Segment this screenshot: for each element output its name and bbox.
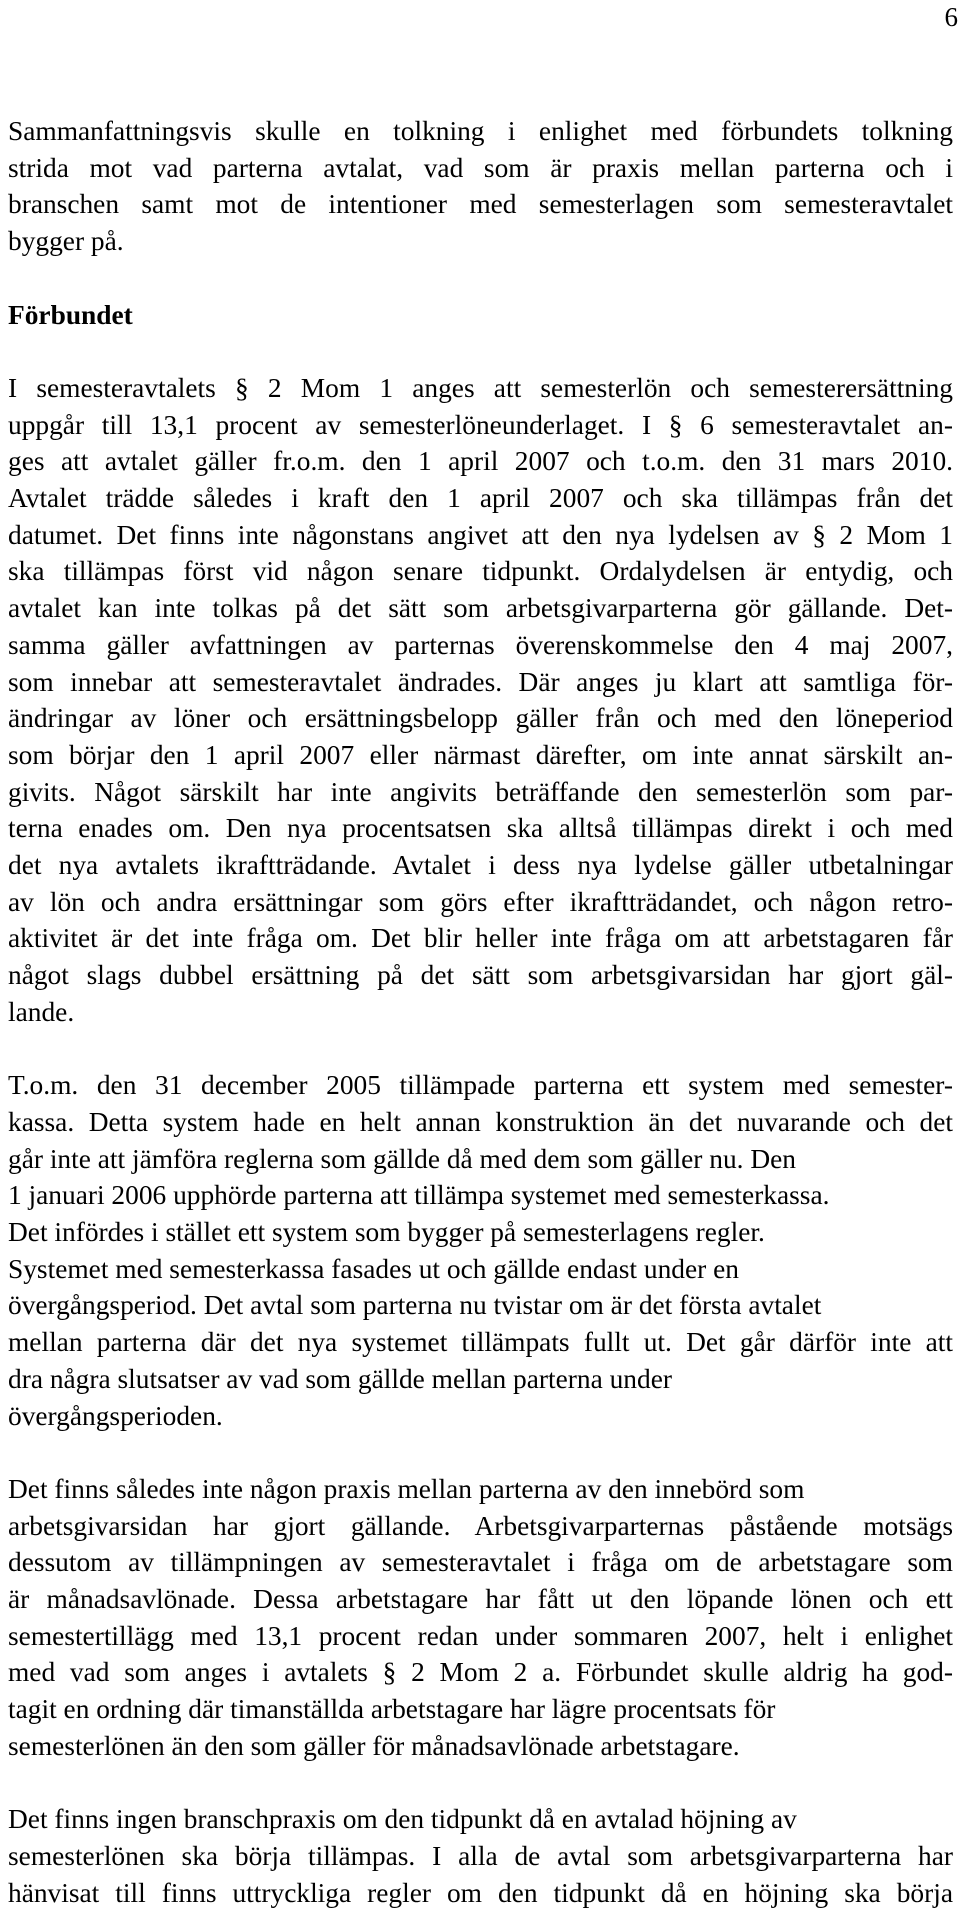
text-line: som innebar att semesteravtalet ändrades. Där anges ju klart att samtliga för- bbox=[8, 666, 953, 697]
text-line: branschen samt mot de intentioner med semesterlagen som semesteravtalet bbox=[8, 189, 953, 220]
text-line: mellan parterna där det nya systemet tillämpats fullt ut. Det går därför inte att bbox=[8, 1327, 953, 1358]
text-line: hänvisat till finns uttryckliga regler om den tidpunkt då en höjning ska börja bbox=[8, 1877, 953, 1908]
text-line: det nya avtalets ikraftträdande. Avtalet i dess nya lydelse gäller utbetalningar bbox=[8, 850, 953, 881]
text-line: är månadsavlönade. Dessa arbetstagare har fått ut den löpande lönen och ett bbox=[8, 1584, 953, 1615]
document-body bbox=[8, 113, 953, 1911]
paragraph-summary bbox=[8, 113, 953, 260]
text-line: semestertillägg med 13,1 procent redan under sommaren 2007, helt i enlighet bbox=[8, 1620, 953, 1651]
page-number: 6 bbox=[944, 2, 958, 32]
text-line: uppgår till 13,1 procent av semesterlöneunderlaget. I § 6 semesteravtalet an- bbox=[8, 409, 953, 440]
text-line: samma gäller avfattningen av parternas överenskommelse den 4 maj 2007, bbox=[8, 629, 953, 660]
text-line: strida mot vad parterna avtalat, vad som är praxis mellan parterna och i bbox=[8, 152, 953, 183]
text-line: Systemet med semesterkassa fasades ut och gällde endast under en bbox=[8, 1253, 739, 1284]
paragraph-praxis bbox=[8, 1471, 953, 1765]
text-line: avtalet kan inte tolkas på det sätt som arbetsgivarparterna gör gällande. Det- bbox=[8, 593, 953, 624]
text-line: dra några slutsatser av vad som gällde mellan parterna under bbox=[8, 1363, 672, 1394]
text-line: bygger på. bbox=[8, 226, 124, 257]
text-line: T.o.m. den 31 december 2005 tillämpade parterna ett system med semester- bbox=[8, 1070, 953, 1101]
text-line: semesterlönen än den som gäller för månadsavlönade arbetstagare. bbox=[8, 1730, 740, 1761]
section-heading: Förbundet bbox=[8, 299, 133, 330]
text-line: semesterlönen ska börja tillämpas. I alla de avtal som arbetsgivarparterna har bbox=[8, 1840, 953, 1871]
text-line: övergångsperioden. bbox=[8, 1400, 223, 1431]
text-line: Avtalet trädde således i kraft den 1 april 2007 och ska tillämpas från det bbox=[8, 483, 953, 513]
text-line: aktivitet är det inte fråga om. Det blir heller inte fråga om att arbetstagaren får bbox=[8, 923, 953, 954]
text-line: något slags dubbel ersättning på det sätt som arbetsgivarsidan har gjort gäl- bbox=[8, 960, 953, 991]
text-line: lande. bbox=[8, 996, 75, 1027]
text-line: med vad som anges i avtalets § 2 Mom 2 a. Förbundet skulle aldrig ha god- bbox=[8, 1657, 953, 1688]
text-line: arbetsgivarsidan har gjort gällande. Arbetsgivarparternas påstående motsägs bbox=[8, 1510, 953, 1541]
text-line: ändringar av löner och ersättningsbelopp gäller från och med den löneperiod bbox=[8, 703, 953, 734]
text-line: övergångsperiod. Det avtal som parterna nu tvistar om är det första avtalet bbox=[8, 1290, 822, 1321]
text-line: terna enades om. Den nya procentsatsen ska alltså tillämpas direkt i och med bbox=[8, 813, 953, 844]
text-line: datumet. Det finns inte någonstans angivet att den nya lydelsen av § 2 Mom 1 bbox=[8, 519, 953, 550]
text-line: kassa. Detta system hade en helt annan konstruktion än det nuvarande och det bbox=[8, 1106, 953, 1137]
text-line: dessutom av tillämpningen av semesteravtalet i fråga om de arbetstagare som bbox=[8, 1547, 953, 1578]
text-line: av lön och andra ersättningar som görs efter ikraftträdandet, och någon retro- bbox=[8, 886, 953, 917]
text-line: Det finns således inte någon praxis mellan parterna av den innebörd som bbox=[8, 1473, 805, 1504]
text-line: 1 januari 2006 upphörde parterna att tillämpa systemet med semesterkassa. bbox=[8, 1180, 830, 1211]
text-line: som börjar den 1 april 2007 eller närmast därefter, om inte annat särskilt an- bbox=[8, 739, 953, 770]
text-line: ges att avtalet gäller fr.o.m. den 1 april 2007 och t.o.m. den 31 mars 2010. bbox=[8, 446, 953, 477]
paragraph-forbundet bbox=[8, 370, 953, 1031]
paragraph-semesterkassa bbox=[8, 1067, 953, 1434]
text-line: Sammanfattningsvis skulle en tolkning i enlighet med förbundets tolkning bbox=[8, 116, 953, 146]
text-line: Det finns ingen branschpraxis om den tidpunkt då en avtalad höjning av bbox=[8, 1804, 797, 1835]
text-line: tagit en ordning där timanställda arbetstagare har lägre procentsats för bbox=[8, 1694, 776, 1725]
text-line: I semesteravtalets § 2 Mom 1 anges att semesterlön och semesterersättning bbox=[8, 372, 953, 403]
text-line: går inte att jämföra reglerna som gällde då med dem som gäller nu. Den bbox=[8, 1143, 796, 1174]
text-line: givits. Något särskilt har inte angivits beträffande den semesterlön som par- bbox=[8, 776, 953, 807]
text-line: ska tillämpas först vid någon senare tidpunkt. Ordalydelsen är entydig, och bbox=[8, 556, 953, 587]
paragraph-branschpraxis bbox=[8, 1801, 953, 1911]
text-line: Det infördes i stället ett system som bygger på semesterlagens regler. bbox=[8, 1217, 765, 1248]
